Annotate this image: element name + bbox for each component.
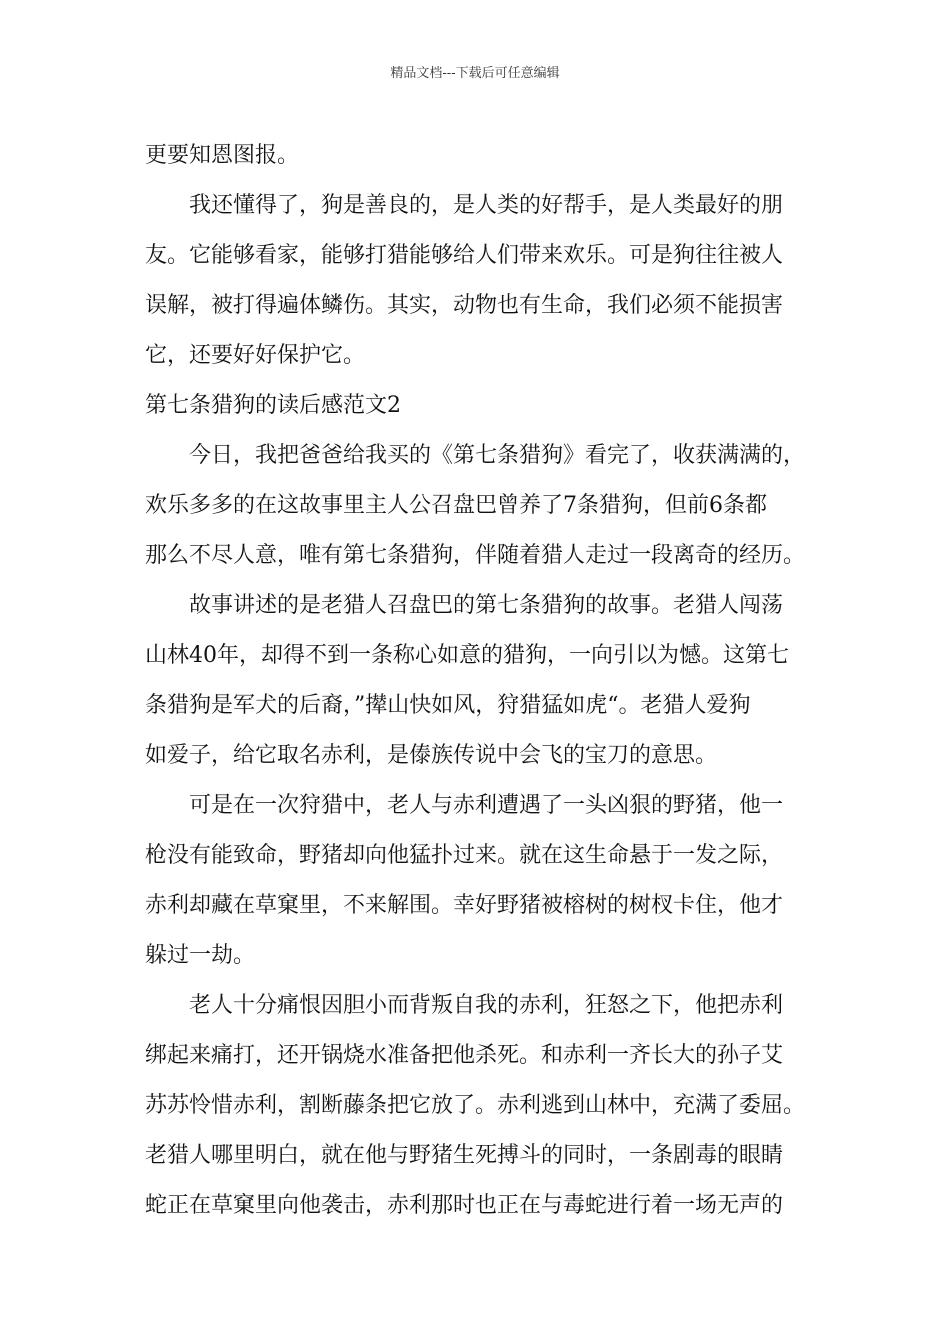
section-heading: 第七条猎狗的读后感范文2 [145,393,401,418]
text-line: 老猎人哪里明白，就在他与野猪生死搏斗的同时，一条剧毒的眼睛 [145,1143,784,1168]
page-header: 精品文档---下载后可任意编辑 [390,66,560,81]
text-line: 如爱子，给它取名赤利，是傣族传说中会飞的宝刀的意思。 [145,743,718,768]
text-line: 条猎狗是军犬的后裔，”撵山快如风，狩猎猛如虎“。老猎人爱狗 [145,693,751,718]
paragraph-start-line: 故事讲述的是老猎人召盘巴的第七条猎狗的故事。老猎人闯荡 [189,593,784,618]
text-line: 苏苏怜惜赤利，割断藤条把它放了。赤利逃到山林中，充满了委屈。 [145,1093,806,1118]
paragraph-start-line: 我还懂得了，狗是善良的，是人类的好帮手，是人类最好的朋 [189,193,784,218]
text-line: 山林40年，却得不到一条称心如意的猎狗，一向引以为憾。这第七 [145,643,789,668]
text-line: 绑起来痛打，还开锅烧水准备把他杀死。和赤利一齐长大的孙子艾 [145,1043,784,1068]
text-line: 蛇正在草窠里向他袭击，赤利那时也正在与毒蛇进行着一场无声的 [145,1193,784,1218]
text-line: 友。它能够看家，能够打猎能够给人们带来欢乐。可是狗往往被人 [145,243,784,268]
paragraph-start-line: 老人十分痛恨因胆小而背叛自我的赤利，狂怒之下，他把赤利 [189,993,784,1018]
text-line: 欢乐多多的在这故事里主人公召盘巴曾养了7条猎狗，但前6条都 [145,493,767,518]
text-line: 躲过一劫。 [145,943,256,968]
text-line: 枪没有能致命，野猪却向他猛扑过来。就在这生命悬于一发之际， [145,843,784,868]
text-line: 那么不尽人意，唯有第七条猎狗，伴随着猎人走过一段离奇的经历。 [145,543,806,568]
paragraph-start-line: 可是在一次狩猎中，老人与赤利遭遇了一头凶狠的野猪，他一 [189,793,784,818]
text-line: 它，还要好好保护它。 [145,343,366,368]
text-line: 赤利却藏在草窠里，不来解围。幸好野猪被榕树的树杈卡住，他才 [145,893,784,918]
paragraph-start-line: 今日，我把爸爸给我买的《第七条猎狗》看完了，收获满满的， [189,443,806,468]
document-body [145,131,815,1231]
text-line: 更要知恩图报。 [145,143,300,168]
text-line: 误解，被打得遍体鳞伤。其实，动物也有生命，我们必须不能损害 [145,293,784,318]
